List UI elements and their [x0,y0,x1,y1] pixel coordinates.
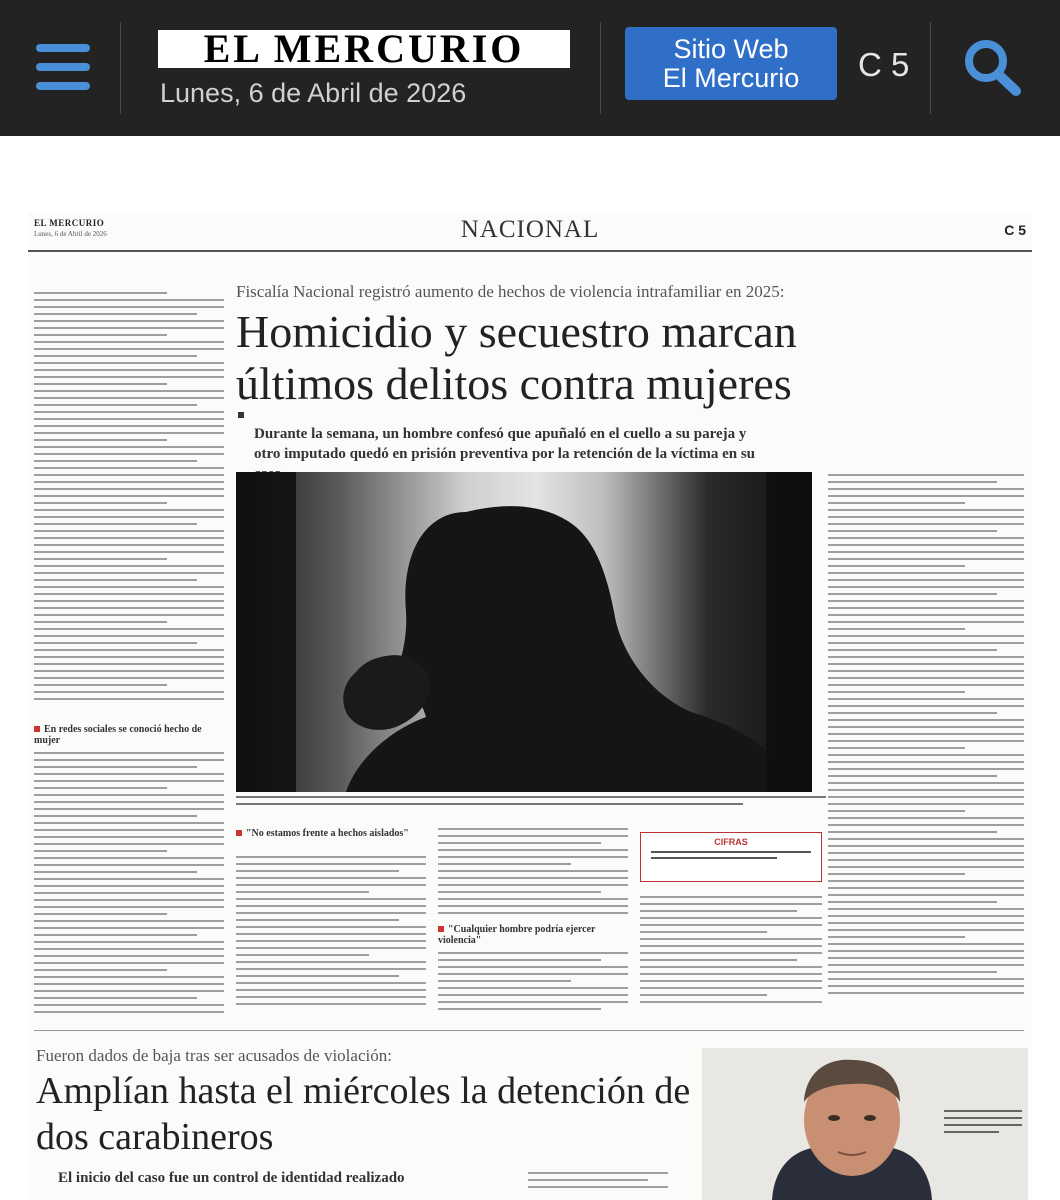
newspaper-page[interactable] [28,212,1032,1200]
newspaper-page-number: C 5 [1004,222,1026,238]
hamburger-menu-icon[interactable] [36,44,90,90]
subhead-redes: En redes sociales se conoció hecho de mujer [34,724,202,746]
article2-lead: El inicio del caso fue un control de identidad realizado [58,1170,405,1186]
middle-column-text-1 [236,856,426,1016]
top-app-bar [0,0,1060,136]
photo-caption [236,796,826,820]
article-photo[interactable] [236,472,812,792]
cifras-box [640,832,822,882]
article-dek: Durante la semana, un hombre confesó que apuñaló en el cuello a su pareja y otro imputado quedó en prisión preventiva por la retención de la víctima en su [254,426,755,462]
page-indicator[interactable]: C 5 [858,46,910,83]
newspaper-date: Lunes, 6 de Abril de 2026 [34,230,107,238]
left-column-text-2 [34,752,224,1022]
edition-date: Lunes, 6 de Abril de 2026 [160,78,467,108]
article-kicker: Fiscalía Nacional registró aumento de hechos de violencia intrafamiliar en 2025: [236,282,785,301]
article-divider [34,1030,1024,1031]
cifras-title: CIFRAS [714,837,748,847]
article2-headline[interactable]: Amplían hasta el miércoles la detención de dos carabineros [36,1070,691,1158]
right-column-text [828,474,1024,1014]
article2-kicker: Fueron dados de baja tras ser acusados de violación: [36,1046,392,1065]
middle-column-text-4 [640,896,822,1016]
search-icon[interactable] [960,37,1024,97]
newspaper-logo: EL MERCURIO [158,30,570,68]
left-column-text [34,292,224,722]
website-button[interactable] [625,27,837,100]
website-button-label-2: El Mercurio [662,63,800,93]
header-rule [28,250,1032,252]
subhead-no-aislados: "No estamos frente a hechos aislados" [236,828,426,839]
subhead-cualquier-hombre: "Cualquier hombre podría ejercer violencia" [438,924,596,946]
middle-column-text-3 [438,952,628,1016]
dek-marker [238,412,244,418]
section-title: NACIONAL [460,216,600,243]
website-button-label-1: Sitio Web [673,34,789,64]
woman-silhouette-image [236,472,812,792]
divider [120,22,121,114]
photo2-caption [944,1110,1022,1138]
divider [930,22,931,114]
divider [600,22,601,114]
newspaper-brand: EL MERCURIO [34,218,105,228]
article-headline[interactable]: Homicidio y secuestro marcan últimos delitos contra mujeres [236,306,797,409]
middle-column-text-2 [438,828,628,922]
minister-photo[interactable] [702,1048,1028,1200]
article2-text [528,1172,668,1200]
